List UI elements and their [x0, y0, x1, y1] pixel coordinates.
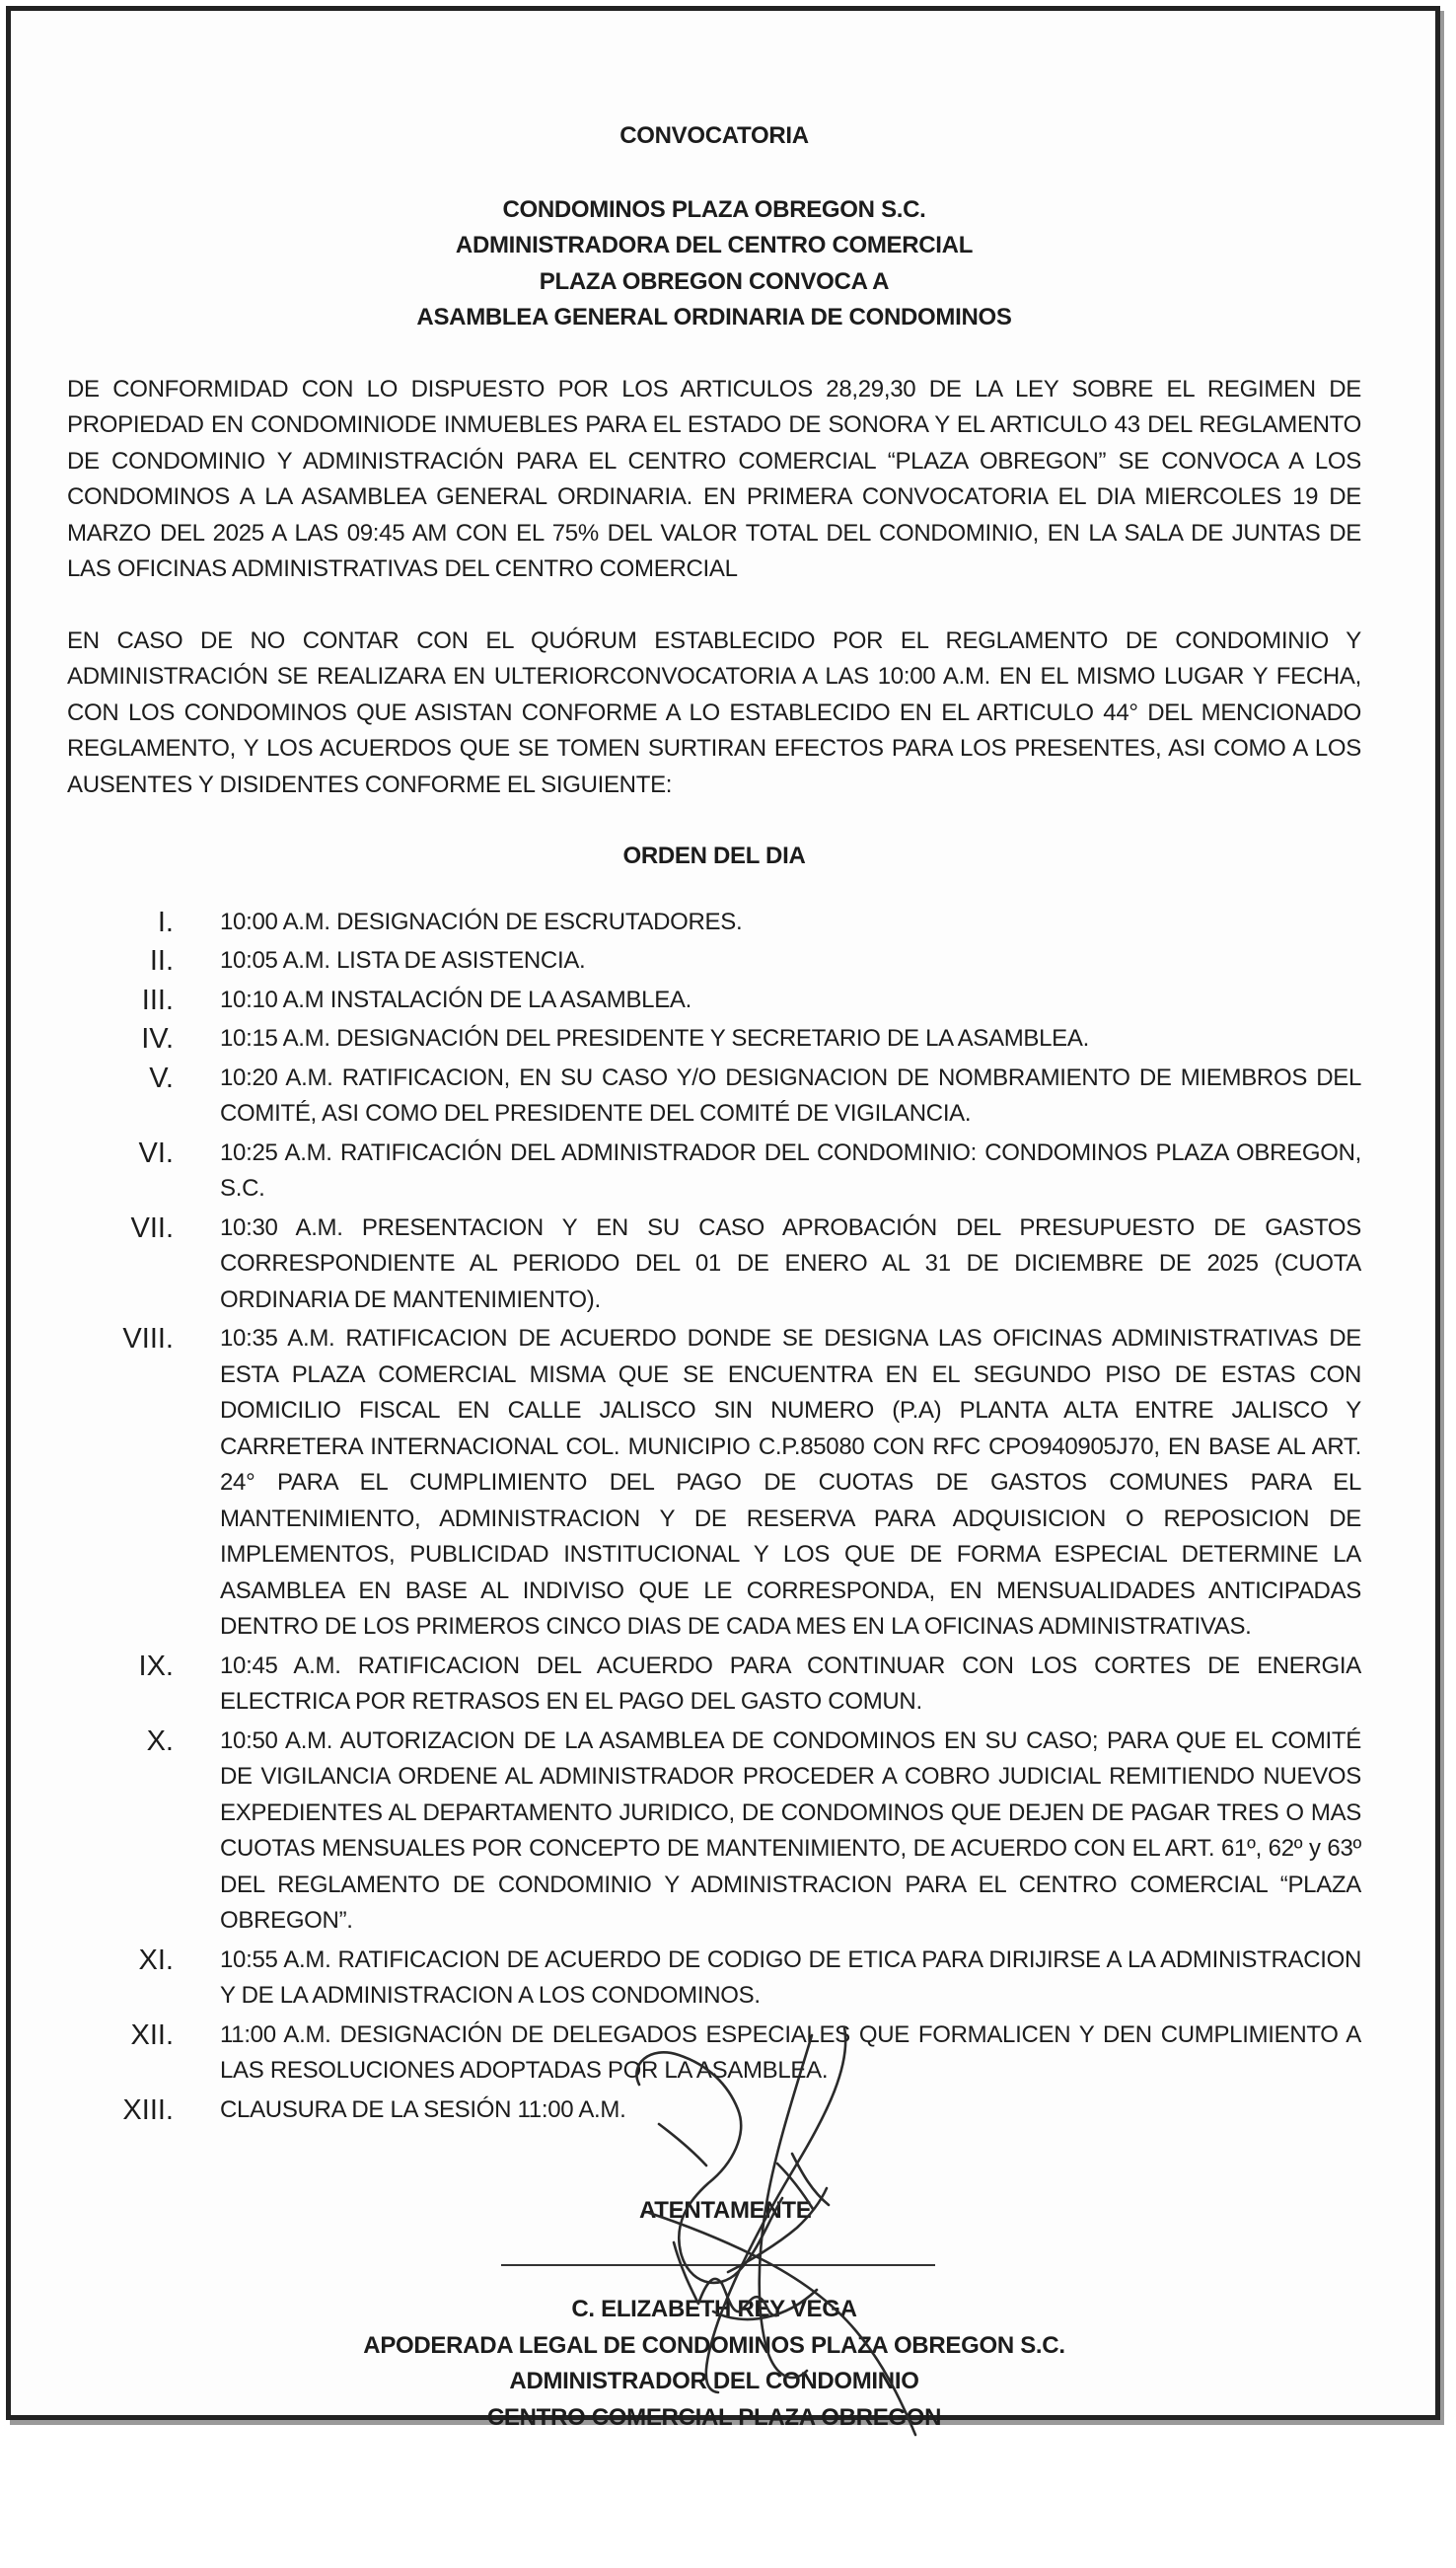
agenda-number: XIII.: [122, 2093, 174, 2126]
agenda-text: 10:25 A.M. RATIFICACIÓN DEL ADMINISTRADOR DEL CONDOMINIO: CONDOMINOS PLAZA OBREGON, S.C.: [220, 1138, 1361, 1202]
agenda-number: V.: [149, 1062, 174, 1094]
intro-paragraph: DE CONFORMIDAD CON LO DISPUESTO POR LOS ARTICULOS 28,29,30 DE LA LEY SOBRE EL REGIMEN DE PROPIEDAD EN CONDOMINIODE INMUEBLES PARA EL ESTADO DE SONORA Y EL ARTICULO 43 DEL REGLAMENTO DE CONDOMINIO Y ADMINISTRACIÓN PARA EL CENTRO COMERCIAL “PLAZA OBREGON” SE CONVOCA A LOS CONDOMINOS A LA ASAMBLEA GENERAL ORDINARIA. EN PRIMERA CONVOCATORIA EL DIA MIERCOLES 19 DE MARZO DEL 2025 A LAS 09:45 AM CON EL 75% DEL VALOR TOTAL DEL CONDOMINIO, EN LA SALA DE JUNTAS DE LAS OFICINAS ADMINISTRATIVAS DEL CENTRO COMERCIAL: [67, 375, 1361, 582]
agenda-item: [67, 1724, 1361, 1940]
heading-line: ADMINISTRADORA DEL CENTRO COMERCIAL: [455, 232, 974, 258]
agenda-item: [67, 1021, 1361, 1058]
agenda-item: [67, 943, 1361, 980]
agenda-number: XII.: [130, 2018, 174, 2051]
agenda-number: III.: [141, 984, 174, 1016]
agenda-number: IX.: [138, 1650, 174, 1682]
agenda-text: 10:45 A.M. RATIFICACION DEL ACUERDO PARA CONTINUAR CON LOS CORTES DE ENERGIA ELECTRICA POR RETRASOS EN EL PAGO DEL GASTO COMUN.: [220, 1651, 1361, 1715]
heading-line: PLAZA OBREGON CONVOCA A: [539, 267, 890, 295]
agenda-text: 10:55 A.M. RATIFICACION DE ACUERDO DE CODIGO DE ETICA PARA DIRIJIRSE A LA ADMINISTRACION Y DE LA ADMINISTRACION A LOS CONDOMINOS.: [220, 1945, 1361, 2009]
agenda-number: IV.: [141, 1023, 174, 1055]
agenda-number: VI.: [138, 1137, 174, 1169]
agenda-item: [67, 1136, 1361, 1208]
agenda-number: II.: [149, 945, 174, 977]
agenda-item: [67, 905, 1361, 941]
handwritten-signature-icon: [619, 2025, 1004, 2479]
agenda-number: VII.: [130, 1211, 174, 1244]
signature-block: [67, 2193, 1361, 2568]
document-page: [67, 118, 1361, 2568]
agenda-item: [67, 1943, 1361, 2015]
agenda-text: 10:20 A.M. RATIFICACION, EN SU CASO Y/O DESIGNACION DE NOMBRAMIENTO DE MIEMBROS DEL COMITÉ, ASI COMO DEL PRESIDENTE DEL COMITÉ DE VIGILANCIA.: [220, 1064, 1361, 1127]
signatory-role: APODERADA LEGAL DE CONDOMINOS PLAZA OBREGON S.C.: [363, 2331, 1065, 2359]
signatory-name: C. ELIZABETH REY VEGA: [571, 2296, 857, 2322]
agenda-item: [67, 983, 1361, 1019]
atentamente-label: ATENTAMENTE: [639, 2197, 812, 2224]
document-title: CONVOCATORIA: [619, 122, 809, 149]
agenda-text: 10:30 A.M. PRESENTACION Y EN SU CASO APROBACIÓN DEL PRESUPUESTO DE GASTOS CORRESPONDIENTE AL PERIODO DEL 01 DE ENERO AL 31 DE DICIEMBRE DE 2025 (CUOTA ORDINARIA DE MANTENIMIENTO).: [220, 1213, 1361, 1313]
heading-line: CONDOMINOS PLAZA OBREGON S.C.: [502, 195, 926, 223]
heading-line: ASAMBLEA GENERAL ORDINARIA DE CONDOMINOS: [416, 304, 1012, 330]
agenda-text: CLAUSURA DE LA SESIÓN 11:00 A.M.: [220, 2095, 626, 2123]
agenda-item: [67, 1061, 1361, 1133]
agenda-text: 10:35 A.M. RATIFICACION DE ACUERDO DONDE SE DESIGNA LAS OFICINAS ADMINISTRATIVAS DE ESTA PLAZA COMERCIAL MISMA QUE SE ENCUENTRA EN EL SEGUNDO PISO DE ESTAS CON DOMICILIO FISCAL EN CALLE JALISCO SIN NUMERO (P.A) PLANTA ALTA ENTRE JALISCO Y CARRETERA INTERNACIONAL COL. MUNICIPIO C.P.85080 CON RFC CPO940905J70, EN BASE AL ART. 24° PARA EL CUMPLIMIENTO DEL PAGO DE CUOTAS DE GASTOS COMUNES PARA EL MANTENIMIENTO, ADMINISTRACION Y DE RESERVA PARA ADQUISICION O REPOSICION DE IMPLEMENTOS, PUBLICIDAD INSTITUCIONAL Y LOS QUE DE FORMA ESPECIAL DETERMINE LA ASAMBLEA EN BASE AL INDIVISO QUE LE CORRESPONDA, EN MENSUALIDADES ANTICIPADAS DENTRO DE LOS PRIMEROS CINCO DIAS DE CADA MES EN LA OFICINAS ADMINISTRATIVAS.: [220, 1325, 1361, 1640]
agenda-item: [67, 1649, 1361, 1721]
agenda-number: VIII.: [122, 1323, 174, 1355]
agenda-text: 10:05 A.M. LISTA DE ASISTENCIA.: [220, 947, 586, 974]
agenda-list: [67, 905, 1361, 2129]
agenda-text: 10:15 A.M. DESIGNACIÓN DEL PRESIDENTE Y SECRETARIO DE LA ASAMBLEA.: [220, 1025, 1089, 1052]
orden-del-dia-title: ORDEN DEL DIA: [622, 843, 806, 869]
agenda-number: I.: [157, 906, 174, 938]
signatory-organization: CENTRO COMERCIAL PLAZA OBREGON: [486, 2403, 942, 2431]
quorum-paragraph: EN CASO DE NO CONTAR CON EL QUÓRUM ESTABLECIDO POR EL REGLAMENTO DE CONDOMINIO Y ADMINISTRACIÓN SE REALIZARA EN ULTERIORCONVOCATORIA A LAS 10:00 A.M. EN EL MISMO LUGAR Y FECHA, CON LOS CONDOMINOS QUE ASISTAN CONFORME A LO ESTABLECIDO EN EL ARTICULO 44° DEL MENCIONADO REGLAMENTO, Y LOS ACUERDOS QUE SE TOMEN SURTIRAN EFECTOS PARA LOS PRESENTES, ASI COMO A LOS AUSENTES Y DISIDENTES CONFORME EL SIGUIENTE:: [67, 626, 1361, 798]
agenda-number: X.: [146, 1724, 174, 1757]
agenda-text: 10:10 A.M INSTALACIÓN DE LA ASAMBLEA.: [220, 986, 692, 1013]
agenda-item: [67, 1321, 1361, 1646]
agenda-text: 10:00 A.M. DESIGNACIÓN DE ESCRUTADORES.: [220, 908, 743, 935]
signatory-role: ADMINISTRADOR DEL CONDOMINIO: [509, 2368, 919, 2394]
agenda-text: 10:50 A.M. AUTORIZACION DE LA ASAMBLEA DE CONDOMINOS EN SU CASO; PARA QUE EL COMITÉ DE VIGILANCIA ORDENE AL ADMINISTRADOR PROCEDER A COBRO JUDICIAL REMITIENDO NUEVOS EXPEDIENTES AL DEPARTAMENTO JURIDICO, DE CONDOMINOS QUE DEJEN DE PAGAR TRES O MAS CUOTAS MENSUALES POR CONCEPTO DE MANTENIMIENTO, DE ACUERDO CON EL ART. 61º, 62º y 63º DEL REGLAMENTO DE CONDOMINIO Y ADMINISTRACION PARA EL CENTRO COMERCIAL “PLAZA OBREGON”.: [220, 1726, 1361, 1934]
agenda-number: XI.: [138, 1944, 174, 1976]
document-heading: [67, 192, 1361, 336]
agenda-text: 11:00 A.M. DESIGNACIÓN DE DELEGADOS ESPECIALES QUE FORMALICEN Y DEN CUMPLIMIENTO A LAS RESOLUCIONES ADOPTADAS POR LA ASAMBLEA.: [220, 2020, 1361, 2084]
agenda-item: [67, 1211, 1361, 1319]
